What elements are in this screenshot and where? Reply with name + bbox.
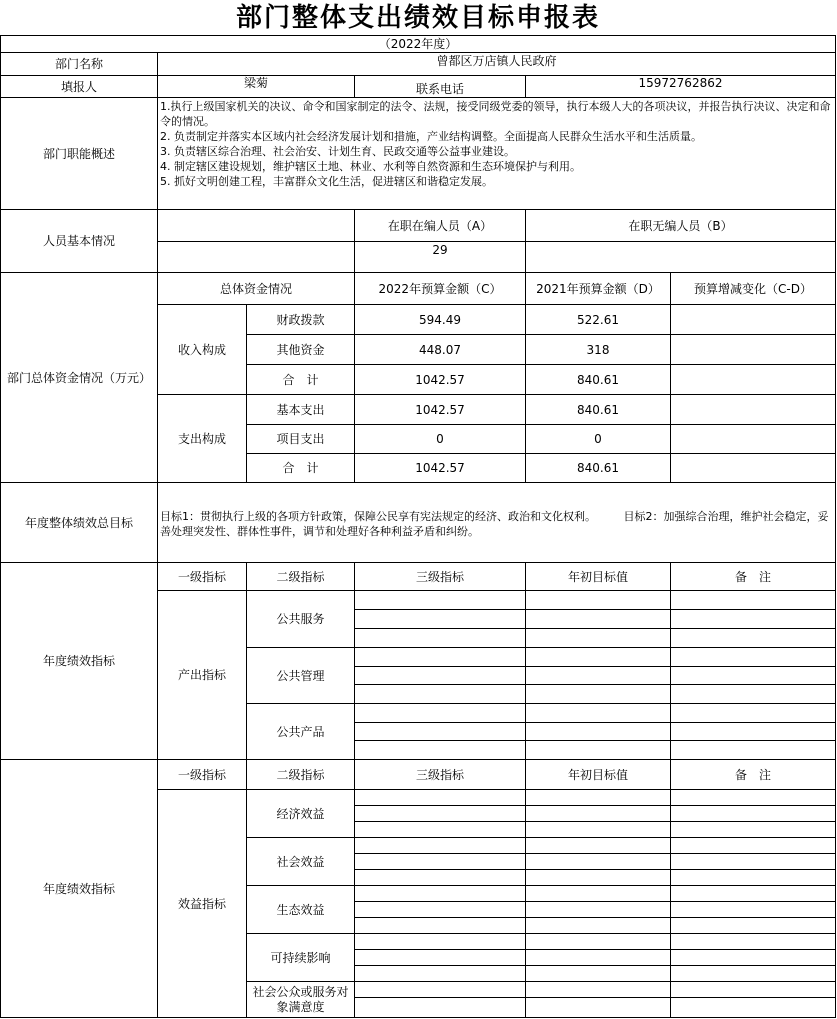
level2-public-management: 公共管理 bbox=[276, 668, 325, 683]
expense-row-name: 基本支出 bbox=[276, 402, 325, 417]
function-item: 3. 负责辖区综合治理、社会治安、计划生育、民政交通等公益事业建设。 bbox=[160, 145, 515, 158]
ind2-header-level2: 二级指标 bbox=[276, 767, 325, 782]
staff-label: 人员基本情况 bbox=[42, 234, 115, 248]
output-indicator-label: 产出指标 bbox=[177, 668, 226, 682]
income-row-c: 448.07 bbox=[419, 342, 461, 357]
filler-label: 填报人 bbox=[60, 79, 97, 94]
ind1-header-level1: 一级指标 bbox=[177, 569, 226, 584]
dept-label: 部门名称 bbox=[54, 57, 103, 71]
function-item: 2. 负责制定并落实本区域内社会经济发展计划和措施，产业结构调整。全面提高人民群众生活水平和生活质量。 bbox=[160, 130, 702, 143]
expense-row-change bbox=[671, 395, 835, 424]
expense-row-c: 0 bbox=[436, 432, 444, 446]
expense-total-name: 合 计 bbox=[282, 461, 319, 475]
benefit-indicator-label: 效益指标 bbox=[177, 896, 226, 911]
functions-label: 部门职能概述 bbox=[42, 146, 115, 161]
dept-value: 曾都区万店镇人民政府 bbox=[436, 54, 557, 68]
expense-row-name: 项目支出 bbox=[276, 432, 325, 446]
ind2-header-level3: 三级指标 bbox=[415, 767, 464, 782]
functions-list bbox=[160, 99, 834, 189]
expense-total-change bbox=[671, 454, 835, 482]
level2-economic-benefit: 经济效益 bbox=[276, 806, 325, 821]
level2-ecological-benefit: 生态效益 bbox=[276, 902, 325, 917]
level2-social-benefit: 社会效益 bbox=[276, 854, 325, 869]
indicators-output-label: 年度绩效指标 bbox=[42, 654, 115, 668]
income-row-c: 594.49 bbox=[419, 312, 461, 327]
form-year: （2022年度） bbox=[378, 37, 458, 51]
expense-label: 支出构成 bbox=[177, 431, 226, 446]
ind1-header-target: 年初目标值 bbox=[567, 569, 628, 584]
income-row-d: 522.61 bbox=[577, 312, 619, 327]
level2-public-service: 公共服务 bbox=[276, 612, 325, 626]
income-row-name: 财政拨款 bbox=[276, 312, 325, 327]
level2-sustainable-impact: 可持续影响 bbox=[270, 950, 331, 965]
income-row-name: 其他资金 bbox=[276, 342, 325, 357]
income-total-name: 合 计 bbox=[282, 372, 319, 387]
staff-col-b-header: 在职无编人员（B） bbox=[628, 218, 733, 233]
funds-header-change: 预算增减变化（C-D） bbox=[694, 281, 812, 296]
funds-header-2021: 2021年预算金额（D） bbox=[536, 281, 660, 296]
expense-row-c: 1042.57 bbox=[415, 402, 465, 417]
function-item: 1.执行上级国家机关的决议、命令和国家制定的法令、法规，接受同级党委的领导，执行本级人大的各项决议，并报告执行决议、决定和命令的情况。 bbox=[160, 100, 831, 128]
funds-header-2022: 2022年预算金额（C） bbox=[378, 281, 502, 296]
ind2-header-notes: 备 注 bbox=[734, 767, 771, 782]
income-row-change bbox=[671, 335, 835, 364]
staff-b-value bbox=[526, 242, 835, 258]
function-item: 5. 抓好文明创建工程，丰富群众文化生活，促进辖区和谐稳定发展。 bbox=[160, 175, 493, 188]
ind1-header-level2: 二级指标 bbox=[276, 569, 325, 584]
filler-name: 梁菊 bbox=[243, 76, 268, 90]
annual-goal-text: 目标1：贯彻执行上级的各项方针政策，保障公民享有宪法规定的经济、政治和文化权利。 目标2：加强综合治理，维护社会稳定，妥善处理突发性、群体性事件，调节和处理好各种利益矛盾和纠纷。 bbox=[160, 510, 829, 538]
income-total-c: 1042.57 bbox=[415, 372, 465, 387]
expense-total-c: 1042.57 bbox=[415, 461, 465, 475]
ind2-header-level1: 一级指标 bbox=[177, 767, 226, 782]
ind1-header-level3: 三级指标 bbox=[415, 569, 464, 584]
funds-header-overall: 总体资金情况 bbox=[219, 281, 292, 296]
ind2-header-target: 年初目标值 bbox=[567, 767, 628, 782]
phone-value: 15972762862 bbox=[638, 76, 723, 90]
income-total-change bbox=[671, 365, 835, 394]
expense-row-d: 840.61 bbox=[577, 402, 619, 417]
level2-satisfaction: 社会公众或服务对象满意度 bbox=[252, 984, 349, 1014]
funds-label: 部门总体资金情况（万元） bbox=[6, 370, 151, 385]
expense-row-d: 0 bbox=[594, 432, 602, 446]
staff-a-value: 29 bbox=[432, 243, 448, 257]
expense-row-change bbox=[671, 425, 835, 453]
ind1-header-notes: 备 注 bbox=[734, 569, 771, 584]
annual-goal-label: 年度整体绩效总目标 bbox=[24, 515, 133, 530]
income-row-change bbox=[671, 305, 835, 334]
form-title: 部门整体支出绩效目标申报表 bbox=[235, 2, 600, 33]
phone-label: 联系电话 bbox=[415, 81, 464, 96]
income-row-d: 318 bbox=[586, 342, 610, 357]
staff-col-a-header: 在职在编人员（A） bbox=[387, 218, 493, 233]
level2-public-product: 公共产品 bbox=[276, 724, 325, 739]
income-label: 收入构成 bbox=[177, 342, 226, 357]
income-total-d: 840.61 bbox=[577, 372, 619, 387]
function-item: 4. 制定辖区建设规划，维护辖区土地、林业、水利等自然资源和生态环境保护与利用。 bbox=[160, 160, 581, 173]
indicators-benefit-label: 年度绩效指标 bbox=[42, 881, 115, 896]
expense-total-d: 840.61 bbox=[577, 461, 619, 475]
